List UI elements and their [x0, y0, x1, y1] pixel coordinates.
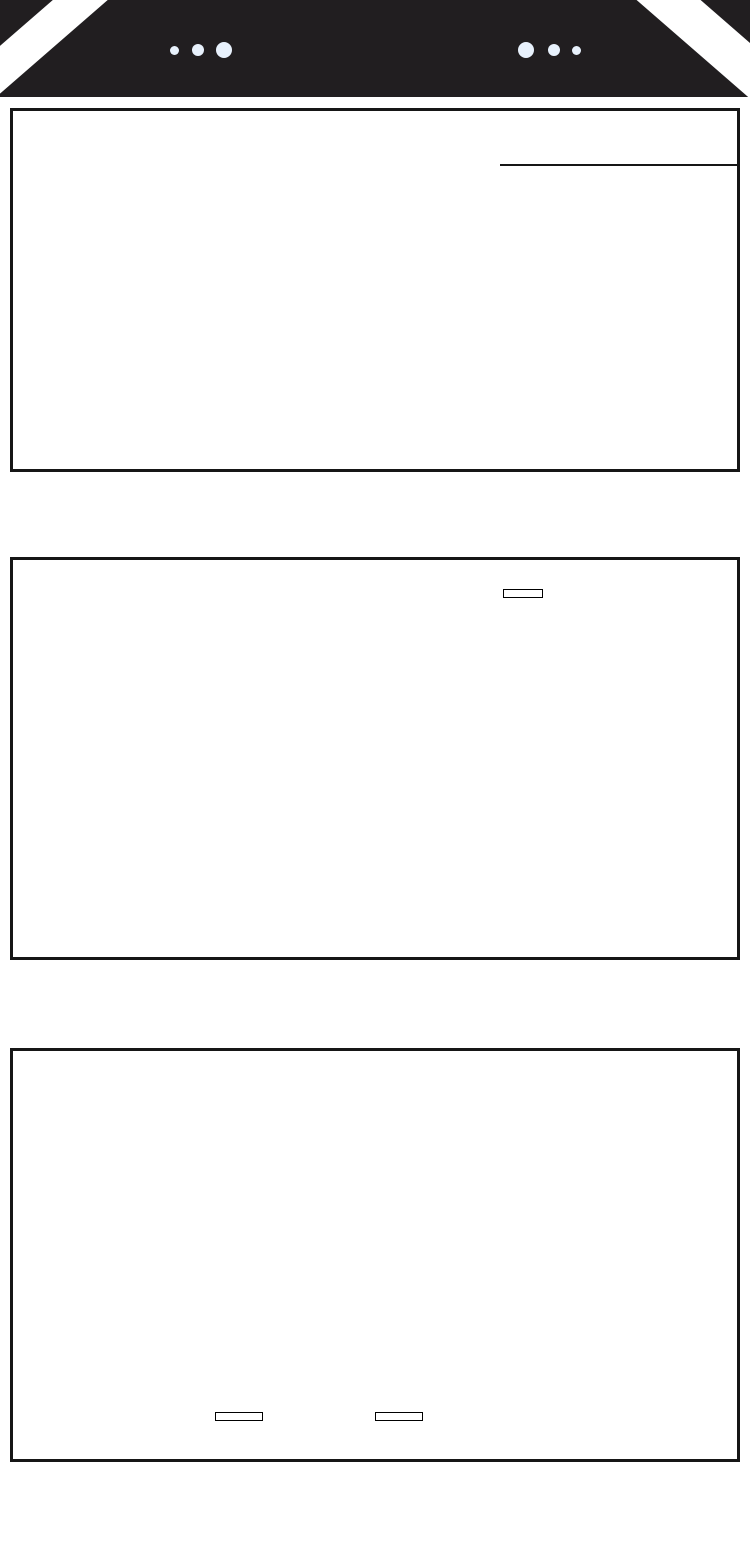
spec-table [10, 108, 740, 472]
altitude-reduction-plot [13, 1051, 737, 1459]
header-dot [572, 46, 581, 55]
legend-swatch-current [215, 1412, 263, 1421]
chart2-legend-current [215, 1409, 272, 1421]
altitude-reduction-chart [10, 1048, 740, 1462]
legend-swatch-voltage [375, 1412, 423, 1421]
chart1-legend [503, 586, 552, 598]
header-stripe-right [606, 0, 750, 97]
header-dot [192, 44, 204, 56]
header-dot [170, 46, 179, 55]
header-dot [216, 42, 232, 58]
header-banner [0, 0, 750, 97]
spec-grid [13, 111, 737, 469]
temperature-derating-chart [10, 557, 740, 960]
header-dot [518, 42, 534, 58]
chart2-legend-voltage [375, 1409, 432, 1421]
wiring-method-header [500, 111, 737, 166]
temperature-derating-plot [13, 560, 737, 957]
header-stripe-left [0, 0, 142, 97]
legend-swatch-blue [503, 589, 543, 598]
header-dot [548, 44, 560, 56]
wiring-diagram-cell [500, 166, 737, 469]
